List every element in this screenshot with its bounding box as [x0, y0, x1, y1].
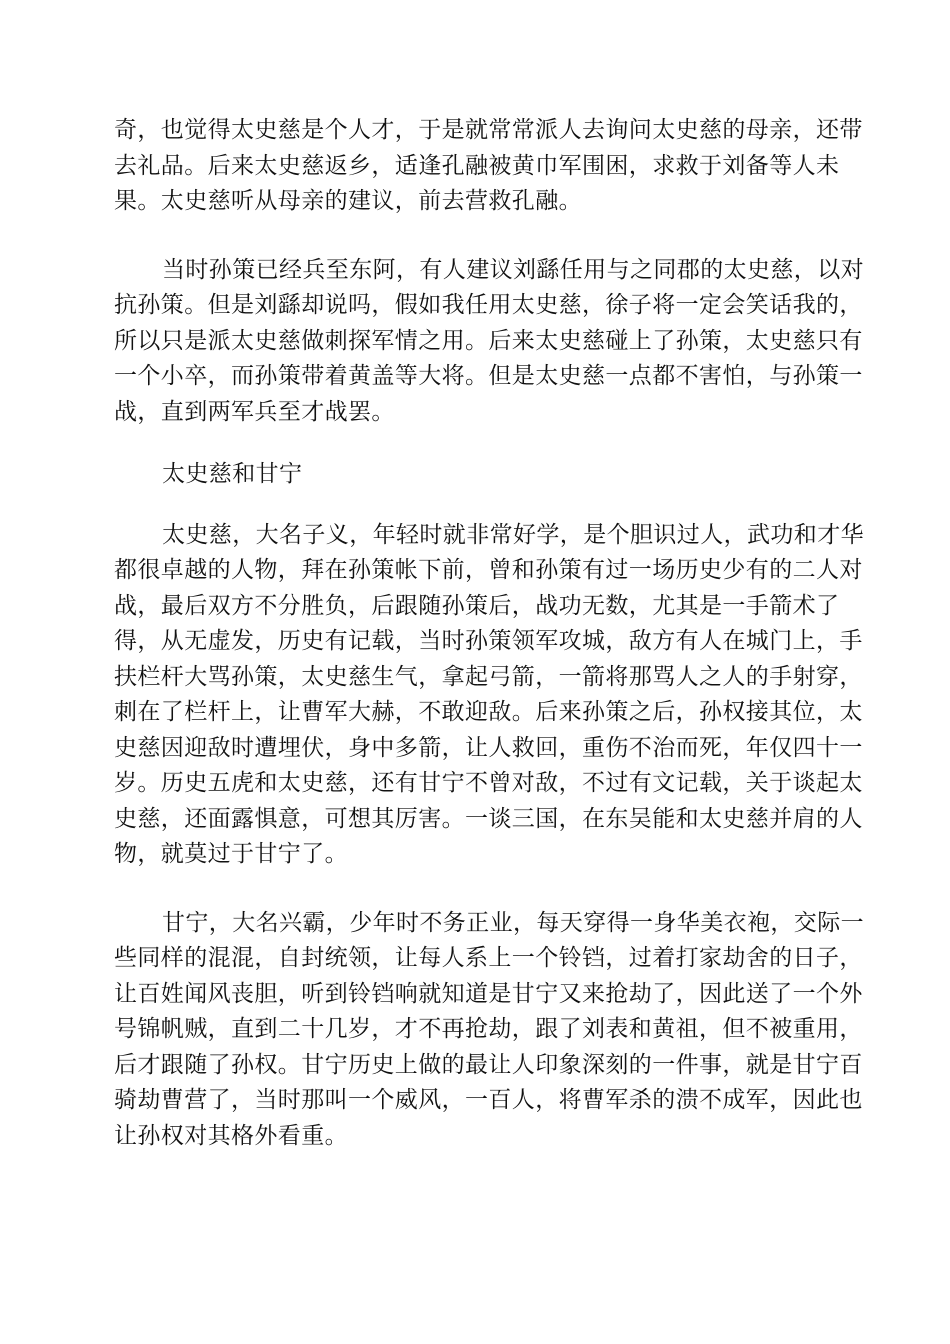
text-line: 一个小卒，而孙策带着黄盖等大将。但是太史慈一点都不害怕，与孙策一: [114, 363, 863, 389]
text-line: 抗孙策。但是刘繇却说吗，假如我任用太史慈，徐子将一定会笑话我的，: [114, 292, 863, 318]
paragraph-taishici-mother: [114, 113, 863, 220]
text-line: 物，就莫过于甘宁了。: [114, 841, 348, 867]
text-line: 些同样的混混，自封统领，让每人系上一个铃铛，过着打家劫舍的日子，: [114, 945, 863, 971]
text-line: 号锦帆贼，直到二十几岁，才不再抢劫，跟了刘表和黄祖，但不被重用，: [114, 1016, 863, 1042]
text-line: 所以只是派太史慈做刺探军情之用。后来太史慈碰上了孙策，太史慈只有: [114, 327, 863, 354]
text-line: 当时孙策已经兵至东阿，有人建议刘繇任用与之同郡的太史慈，以对: [162, 256, 864, 283]
text-line: 岁。历史五虎和太史慈，还有甘宁不曾对敌，不过有文记载，关于谈起太: [114, 770, 863, 796]
text-line: 刺在了栏杆上，让曹军大赫，不敢迎敌。后来孙策之后，孙权接其位，太: [114, 699, 863, 725]
text-line: 去礼品。后来太史慈返乡，适逢孔融被黄巾军围困，求救于刘备等人未: [114, 152, 840, 179]
text-line: 甘宁，大名兴霸，少年时不务正业，每天穿得一身华美衣袍，交际一: [162, 909, 864, 936]
text-line: 战，最后双方不分胜负，后跟随孙策后，战功无数，尤其是一手箭术了: [114, 592, 840, 619]
text-line: 都很卓越的人物，拜在孙策帐下前，曾和孙策有过一场历史少有的二人对: [114, 557, 863, 583]
text-line: 得，从无虚发，历史有记载，当时孙策领军攻城，敌方有人在城门上，手: [114, 628, 863, 654]
text-line: 果。太史慈听从母亲的建议，前去营救孔融。: [114, 188, 582, 214]
paragraph-sunce-battle: [114, 253, 864, 431]
text-line: 太史慈，大名子义，年轻时就非常好学，是个胆识过人，武功和才华: [162, 521, 864, 548]
text-line: 骑劫曹营了，当时那叫一个威风，一百人，将曹军杀的溃不成军，因此也: [114, 1087, 863, 1113]
paragraph-taishici-bio: [114, 518, 864, 873]
paragraph-ganning-bio: [114, 906, 864, 1155]
section-title: 太史慈和甘宁: [162, 461, 303, 487]
section-heading: [114, 457, 838, 493]
text-line: 史慈因迎敌时遭埋伏，身中多箭，让人救回，重伤不治而死，年仅四十一: [114, 734, 863, 761]
text-line: 战，直到两军兵至才战罢。: [114, 398, 395, 425]
text-line: 让孙权对其格外看重。: [114, 1122, 348, 1149]
text-line: 史慈，还面露惧意，可想其厉害。一谈三国，在东吴能和太史慈并肩的人: [114, 805, 863, 832]
text-line: 扶栏杆大骂孙策，太史慈生气，拿起弓箭，一箭将那骂人之人的手射穿，: [114, 663, 863, 690]
text-line: 让百姓闻风丧胆，听到铃铛响就知道是甘宁又来抢劫了，因此送了一个外: [114, 980, 863, 1007]
text-line: 奇，也觉得太史慈是个人才，于是就常常派人去询问太史慈的母亲，还带: [114, 117, 863, 143]
document-page: [114, 113, 864, 1154]
text-line: 后才跟随了孙权。甘宁历史上做的最让人印象深刻的一件事，就是甘宁百: [114, 1051, 863, 1078]
